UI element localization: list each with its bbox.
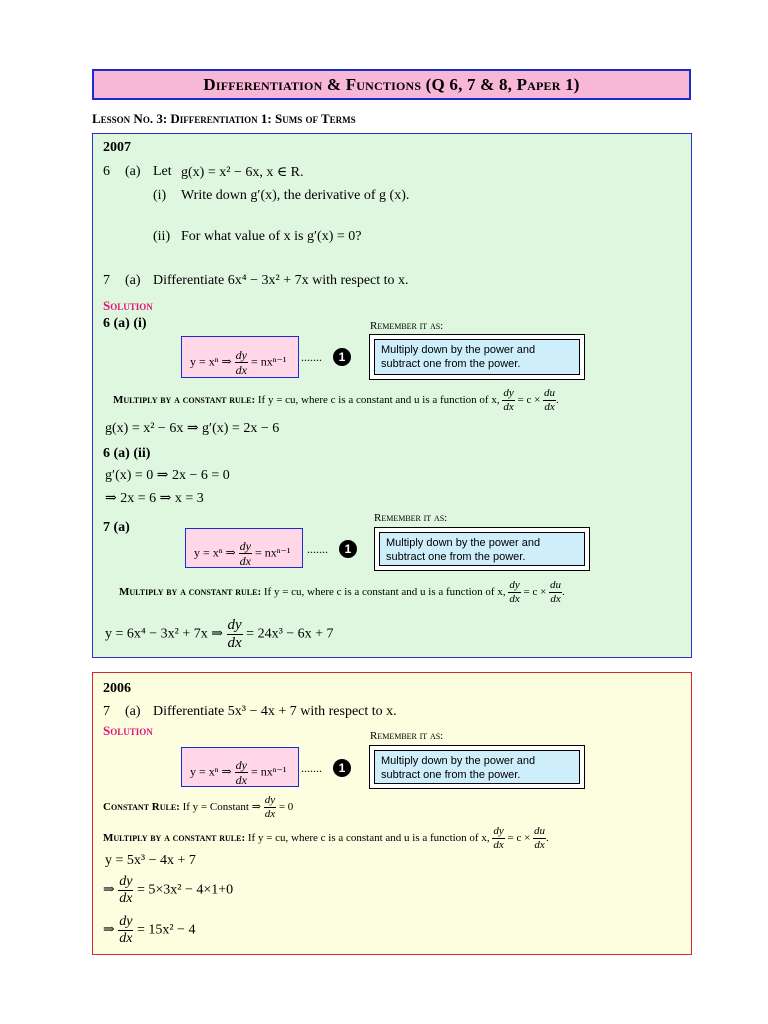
- remember-box: [369, 334, 585, 380]
- remember-box-2006: Multiply down by the power and subtract one from the power.: [369, 745, 585, 789]
- solution-2006-line1: y = 5x³ − 4x + 7: [105, 853, 196, 868]
- sol-6ai-label: 6 (a) (i): [103, 316, 147, 331]
- q7-number: 7: [103, 273, 110, 288]
- sol-7a-label: 7 (a): [103, 520, 130, 535]
- dots-2006: .......: [301, 761, 322, 775]
- solution-label: Solution: [103, 298, 153, 313]
- panel-2007: [92, 133, 692, 658]
- power-rule-lhs: y = xⁿ ⇒: [190, 354, 232, 369]
- const-mult-rule: Multiply by a constant rule: If y = cu, where c is a constant and u is a function of x, $\frac{dy}{dx}$ = c × $\frac{du}{dx}$ .: [113, 387, 559, 413]
- q6-let: Let: [153, 164, 172, 179]
- remember-label: Remember it as:: [370, 320, 444, 332]
- remember-label-2006: Remember it as:: [370, 730, 444, 742]
- power-rule-box: [181, 336, 299, 378]
- dots-2: .......: [307, 542, 328, 556]
- year-2006: 2006: [103, 681, 131, 696]
- remember-text-1: Multiply down by the power and: [381, 344, 536, 356]
- number-1-badge-2: 1: [339, 540, 357, 558]
- q6-i-text: Write down g′(x), the derivative of g (x).: [181, 188, 410, 203]
- q6-number: 6: [103, 164, 110, 179]
- page-title: Differentiation & Functions (Q 6, 7 & 8, Paper 1): [92, 69, 691, 100]
- lesson-heading: Lesson No. 3: Differentiation 1: Sums of Terms: [92, 111, 356, 126]
- q7-2006-number: 7: [103, 704, 110, 719]
- solution-label-2006: Solution: [103, 723, 153, 738]
- number-1-badge-2006: 1: [333, 759, 351, 777]
- const-mult-rule-2006: Multiply by a constant rule: If y = cu, where c is a constant and u is a function of x, $\frac{dy}{dx}$ = c × $\frac{du}{dx}$ .: [103, 825, 549, 851]
- remember-box-2: Multiply down by the power and subtract one from the power.: [374, 527, 590, 571]
- solution-6ai-line: g(x) = x² − 6x ⇒ g′(x) = 2x − 6: [105, 421, 280, 436]
- sol-6aii-label: 6 (a) (ii): [103, 446, 151, 461]
- solution-7a-line: y = 6x⁴ − 3x² + 7x ⇒ $\frac{dy}{dx}$ = 24x³ − 6x + 7: [105, 617, 334, 651]
- const-mult-rule-2: Multiply by a constant rule: If y = cu, where c is a constant and u is a function of x, $\frac{dy}{dx}$ = c × $\frac{du}{dx}$ .: [119, 579, 565, 605]
- q7-2006-text: Differentiate 5x³ − 4x + 7 with respect to x.: [153, 704, 397, 719]
- q6-ii-text: For what value of x is g′(x) = 0?: [181, 229, 362, 244]
- constant-rule: Constant Rule: If y = Constant ⇒ $\frac{dy}{dx}$ = 0: [103, 794, 294, 820]
- remember-label-2: Remember it as:: [374, 512, 448, 524]
- solution-2006-line3: ⇒ $\frac{dy}{dx}$ = 15x² − 4: [103, 914, 196, 946]
- q7-text: Differentiate 6x⁴ − 3x² + 7x with respect to x.: [153, 273, 409, 288]
- solution-6aii-line1: g′(x) = 0 ⇒ 2x − 6 = 0: [105, 468, 230, 483]
- solution-2006-line2: ⇒ $\frac{dy}{dx}$ = 5×3x² − 4×1+0: [103, 874, 234, 906]
- q7-part: (a): [125, 273, 141, 288]
- number-1-badge: 1: [333, 348, 351, 366]
- q6-i-number: (i): [153, 188, 167, 203]
- power-rule-box-2: y = xⁿ ⇒ $\frac{dy}{dx}$ = nxⁿ⁻¹: [185, 528, 303, 568]
- q6-definition: g(x) = x² − 6x, x ∈ R.: [181, 165, 304, 180]
- remember-text-2: subtract one from the power.: [381, 358, 521, 370]
- solution-6aii-line2: ⇒ 2x = 6 ⇒ x = 3: [105, 491, 204, 506]
- year-2007: 2007: [103, 140, 131, 155]
- q7-2006-part: (a): [125, 704, 141, 719]
- power-rule-box-2006: y = xⁿ ⇒ $\frac{dy}{dx}$ = nxⁿ⁻¹: [181, 747, 299, 787]
- q6-ii-number: (ii): [153, 229, 171, 244]
- panel-2006: [92, 672, 692, 955]
- dy-dx-fraction: $\frac{dy}{dx}$: [235, 348, 247, 377]
- q6-part: (a): [125, 164, 141, 179]
- power-rule-rhs: = nxⁿ⁻¹: [250, 354, 287, 369]
- dots: .......: [301, 350, 322, 364]
